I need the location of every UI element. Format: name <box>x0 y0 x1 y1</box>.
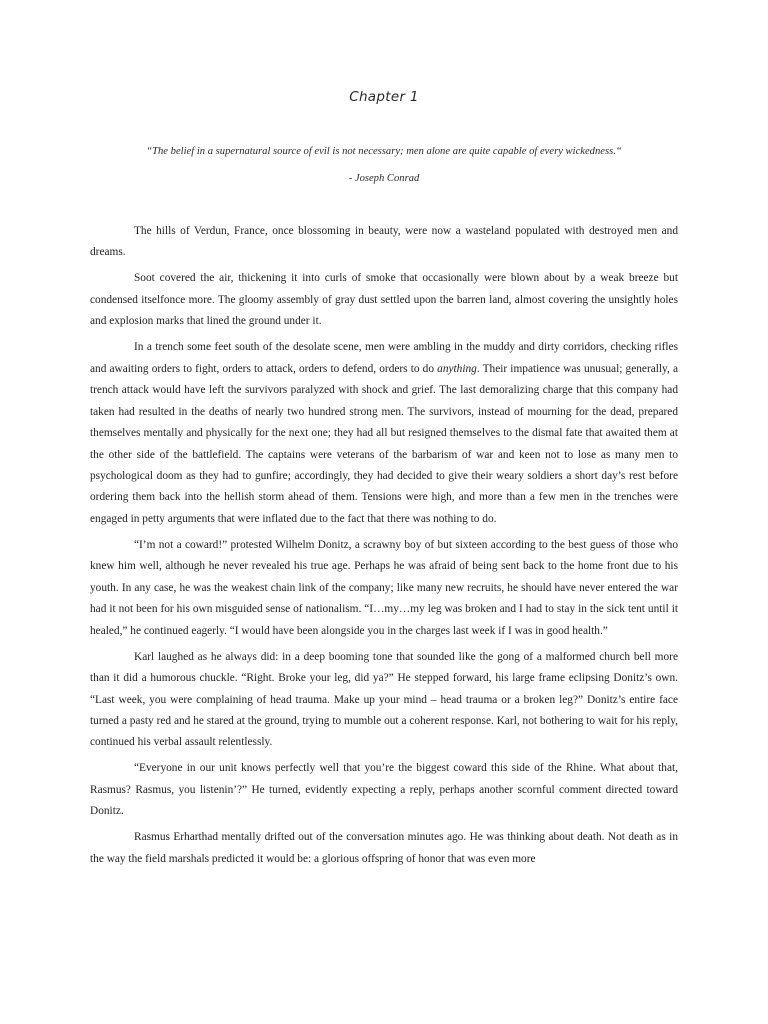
epigraph-quote: “The belief in a supernatural source of evil is not necessary; men alone are quite capable of every wickedness.“ <box>146 146 622 157</box>
paragraph-text: In a trench some feet south of the desolate scene, men were ambling in the muddy and dirty corridors, checking rifles and awaiting orders to fight, orders to attack, orders to defend, orders to do <box>90 341 678 375</box>
paragraph: Soot covered the air, thickening it into curls of smoke that occasionally were blown about by a weak breeze but condensed itselfonce more. The gloomy assembly of gray dust settled upon the barren land, almost covering the unsightly holes and explosion marks that lined the ground under it. <box>90 272 678 328</box>
paragraph: Karl laughed as he always did: in a deep booming tone that sounded like the gong of a malformed church bell more than it did a humorous chuckle. “Right. Broke your leg, did ya?” He stepped forward, his large frame eclipsing Donitz’s own. “Last week, you were complaining of head trauma. Make up your mind – head trauma or a broken leg?” Donitz’s entire face turned a pasty red and he stared at the ground, trying to mumble out a coherent response. Karl, not bothering to wait for his reply, continued his verbal assault relentlessly. <box>90 650 678 749</box>
paragraph: Rasmus Erharthad mentally drifted out of the conversation minutes ago. He was thinking about death. Not death as in the way the field marshals predicted it would be: a glorious offspring of honor that was even more <box>90 831 678 865</box>
emphasized-word: anything <box>437 362 477 375</box>
epigraph-author: - Joseph Conrad <box>348 173 420 184</box>
paragraph: The hills of Verdun, France, once blossoming in beauty, were now a wasteland populated with destroyed men and dreams. <box>90 225 678 259</box>
paragraph <box>90 337 678 530</box>
chapter-body <box>90 221 678 870</box>
paragraph: “I’m not a coward!” protested Wilhelm Donitz, a scrawny boy of but sixteen according to the best guess of those who knew him well, although he never revealed his true age. Perhaps he was afraid of being sent back to the home front due to his youth. In any case, he was the weakest chain link of the company; like many new recruits, he should have never entered the war had it not been for his own misguided sense of nationalism. “I…my…my leg was broken and I had to stay in the sick tent until it healed,” he continued eagerly. “I would have been alongside you in the charges last week if I was in good health.” <box>90 538 678 637</box>
paragraph-text: . Their impatience was unusual; generally, a trench attack would have left the survivors paralyzed with shock and grief. The last demoralizing charge that this company had taken had resulted in the deaths of nearly two hundred strong men. The survivors, instead of mourning for the dead, prepared themselves mentally and physically for the next one; they had all but resigned themselves to the dismal fate that awaited them at the other side of the battlefield. The captains were veterans of the barbarism of war and keen not to lose as many men to psychological doom as they had to gunfire; accordingly, they had decided to give their weary soldiers a short day’s rest before ordering them back into the hellish storm ahead of them. Tensions were high, and more than a few men in the trenches were engaged in petty arguments that were inflated due to the fact that there was nothing to do. <box>90 362 678 525</box>
chapter-title: Chapter 1 <box>349 89 419 105</box>
paragraph: “Everyone in our unit knows perfectly well that you’re the biggest coward this side of the Rhine. What about that, Rasmus? Rasmus, you listenin’?” He turned, evidently expecting a reply, perhaps another scornful comment directed toward Donitz. <box>90 762 678 818</box>
